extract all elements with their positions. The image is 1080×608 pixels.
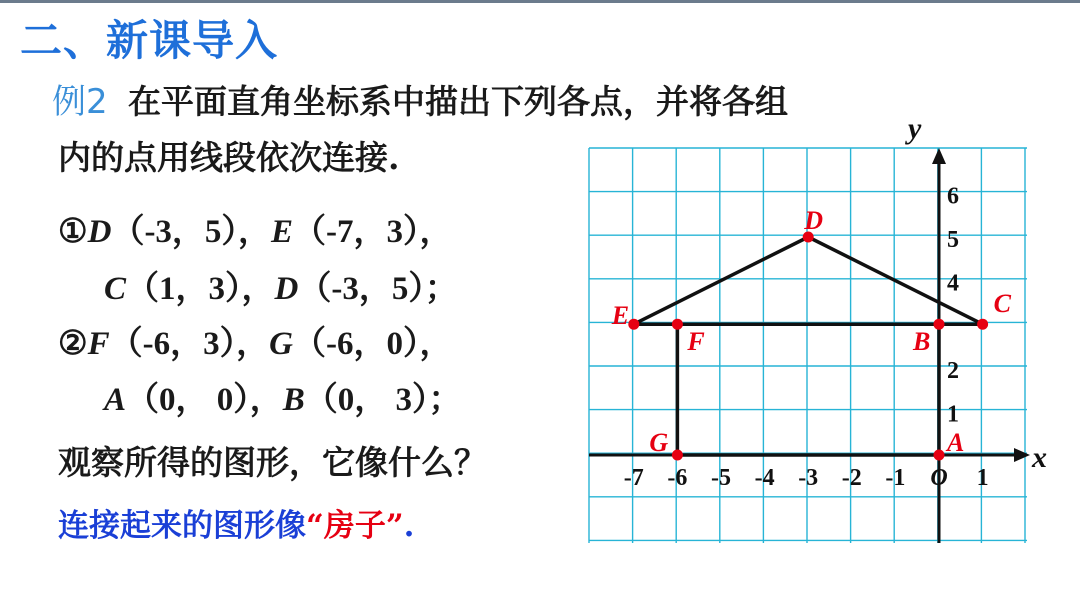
separator: ，: [249, 379, 283, 418]
y-tick-label: 6: [947, 183, 959, 210]
separator: ；: [424, 268, 458, 307]
x-tick-label: -6: [667, 465, 688, 491]
example-label: 例2: [52, 82, 108, 122]
coords-c: （1，3）: [126, 271, 242, 307]
coords-d2: （-3，5）: [298, 271, 425, 307]
x-tick-label: -2: [841, 465, 862, 491]
separator: ，: [419, 323, 453, 362]
point-a-marker: [934, 450, 945, 461]
prompt-line-2: 内的点用线段依次连接.: [58, 138, 400, 177]
x-tick-label: -3: [798, 465, 819, 491]
y-tick-label: 5: [947, 227, 959, 253]
answer-highlight: “房子”: [306, 508, 404, 544]
coords-d: （-3，5）: [111, 214, 238, 250]
point-name-a: A: [104, 382, 127, 418]
point-e-label: E: [611, 301, 630, 331]
y-axis-arrow: [932, 148, 946, 164]
point-name-b: B: [282, 382, 305, 418]
coords-f: （-6，3）: [109, 326, 237, 362]
point-name-d2: D: [274, 271, 299, 307]
separator: ；: [428, 379, 462, 418]
point-f-marker: [672, 319, 683, 330]
x-tick-label: -7: [623, 465, 644, 491]
connecting-segments: [634, 237, 983, 324]
point-e-marker: [628, 319, 639, 330]
separator: ，: [237, 211, 271, 250]
point-c-marker: [977, 319, 988, 330]
point-g-marker: [672, 450, 683, 461]
answer-suffix: .: [403, 508, 415, 544]
prompt-line-1: 在平面直角坐标系中描出下列各点，并将各组: [128, 82, 788, 121]
point-c-label: C: [993, 289, 1011, 319]
y-tick-label: 2: [947, 357, 959, 384]
y-tick-label: 1: [947, 401, 959, 428]
question-text: 观察所得的图形，它像什么？: [58, 443, 487, 482]
x-tick-label: 1: [976, 465, 989, 491]
coords-a: （0， 0）: [126, 382, 250, 418]
x-tick-label: O: [930, 465, 948, 491]
x-tick-label: -4: [754, 465, 775, 491]
group1-marker: ①: [58, 211, 88, 250]
x-axis-label: x: [1032, 441, 1047, 474]
section-title: 二、新课导入: [20, 16, 279, 65]
point-g-label: G: [649, 428, 669, 457]
connecting-segments: [677, 324, 939, 455]
coords-b: （0， 3）: [304, 382, 429, 418]
x-tick-label: -5: [711, 465, 731, 491]
point-name-f: F: [87, 326, 110, 362]
separator: ，: [236, 323, 270, 362]
point-f-label: F: [687, 327, 705, 357]
y-tick-label: 4: [947, 270, 959, 297]
point-b-label: B: [913, 327, 931, 357]
point-name-c: C: [104, 271, 127, 307]
x-tick-label: -1: [885, 465, 906, 491]
x-axis-arrow: [1014, 448, 1030, 462]
point-a-label: A: [947, 428, 965, 457]
coords-g: （-6，0）: [292, 326, 420, 362]
point-b-marker: [934, 319, 945, 330]
coords-e: （-7，3）: [292, 214, 420, 250]
point-d-label: D: [804, 206, 823, 235]
point-name-g: G: [269, 326, 293, 362]
answer-prefix: 连接起来的图形像: [58, 508, 306, 544]
point-name-e: E: [270, 214, 293, 250]
point-name-d: D: [87, 214, 112, 250]
separator: ，: [419, 211, 453, 250]
separator: ，: [241, 268, 275, 307]
y-axis-label: y: [908, 112, 922, 145]
group2-marker: ②: [58, 323, 88, 362]
